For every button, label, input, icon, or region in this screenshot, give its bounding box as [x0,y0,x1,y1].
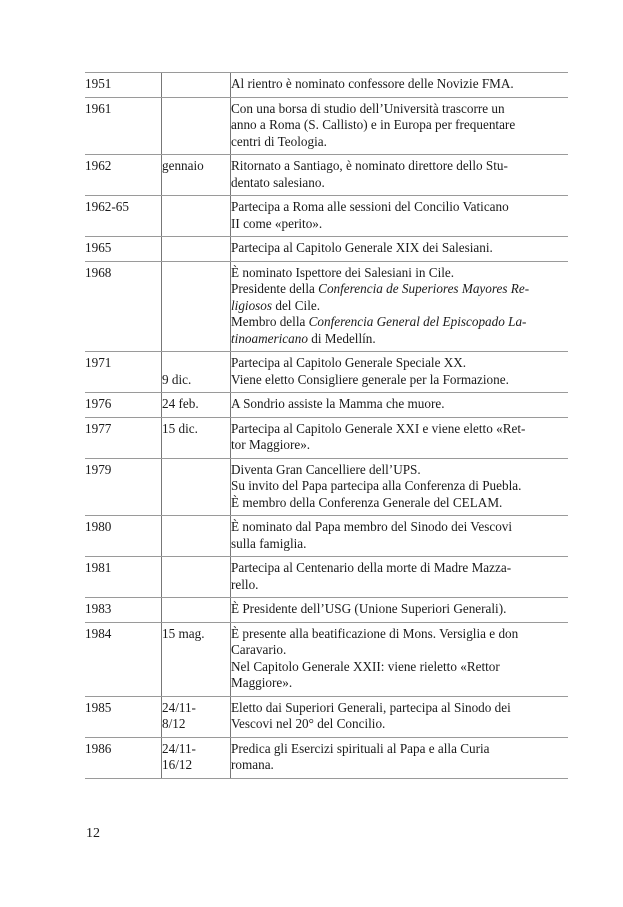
event-cell: Al rientro è nominato confessore delle Novizie FMA. [231,73,569,98]
date-cell [162,73,231,98]
date-cell [162,97,231,155]
date-cell [162,352,231,393]
table-row [85,458,568,516]
year-cell: 1962-65 [85,196,162,237]
event-text: È nominato Ispettore dei Salesiani in Cile. [231,264,455,280]
event-cell: Partecipa al Capitolo Generale XIX dei Salesiani. [231,237,569,262]
year-cell: 1980 [85,516,162,557]
date-cell [162,237,231,262]
date-cell: 24/11- 16/12 [162,737,231,778]
table-row [85,622,568,696]
table-row [85,696,568,737]
event-text: Presidente della [231,281,319,296]
year-cell: 1976 [85,393,162,418]
year-cell: 1986 [85,737,162,778]
table-row [85,237,568,262]
page-number: 12 [86,826,100,841]
date-cell [162,516,231,557]
event-cell [231,261,569,352]
event-cell: Partecipa al Capitolo Generale Speciale XX. Viene eletto Consigliere generale per la Formazione. [231,352,569,393]
date-cell [162,196,231,237]
date-cell [162,458,231,516]
year-cell: 1961 [85,97,162,155]
year-cell: 1977 [85,417,162,458]
conference-name: Conferencia General del Episcopado La- tinoamericano [231,314,527,346]
table-row [85,417,568,458]
event-cell: Eletto dai Superiori Generali, partecipa al Sinodo dei Vescovi nel 20° del Concilio. [231,696,569,737]
date-cell [162,598,231,623]
year-cell: 1951 [85,73,162,98]
table-row [85,196,568,237]
event-cell: Partecipa a Roma alle sessioni del Concilio Vaticano II come «perito». [231,196,569,237]
year-cell: 1962 [85,155,162,196]
date-cell: 24/11- 8/12 [162,696,231,737]
event-cell: Partecipa al Capitolo Generale XXI e viene eletto «Ret- tor Maggiore». [231,417,569,458]
year-cell: 1983 [85,598,162,623]
event-cell: Ritornato a Santiago, è nominato direttore dello Stu- dentato salesiano. [231,155,569,196]
event-cell: È Presidente dell’USG (Unione Superiori Generali). [231,598,569,623]
year-cell: 1979 [85,458,162,516]
event-text: del Cile. [272,297,321,313]
event-cell: Con una borsa di studio dell’Università trascorre un anno a Roma (S. Callisto) e in Europa per frequentare centri di Teologia. [231,97,569,155]
timeline-table [85,72,568,779]
table-row [85,516,568,557]
table-row [85,598,568,623]
year-cell: 1985 [85,696,162,737]
date-cell: gennaio [162,155,231,196]
table-row [85,155,568,196]
event-text: Membro della [231,314,309,329]
year-cell: 1971 [85,352,162,393]
year-cell: 1984 [85,622,162,696]
event-cell: È nominato dal Papa membro del Sinodo dei Vescovi sulla famiglia. [231,516,569,557]
table-row [85,261,568,352]
date-cell: 15 dic. [162,417,231,458]
table-row [85,557,568,598]
year-cell: 1968 [85,261,162,352]
event-text: di Medellín. [307,330,376,346]
table-row [85,352,568,393]
table-row [85,97,568,155]
event-cell: Predica gli Esercizi spirituali al Papa e alla Curia romana. [231,737,569,778]
date-cell: 15 mag. [162,622,231,696]
date-cell [162,261,231,352]
table-row [85,73,568,98]
table-row [85,393,568,418]
event-cell: Partecipa al Centenario della morte di Madre Mazza- rello. [231,557,569,598]
table-row [85,737,568,778]
event-cell: È presente alla beatificazione di Mons. Versiglia e don Caravario. Nel Capitolo Generale XXII: viene rieletto «Rettor Maggiore». [231,622,569,696]
event-cell: A Sondrio assiste la Mamma che muore. [231,393,569,418]
conference-name: Conferencia de Superiores Mayores Re- ligiosos [231,281,530,313]
date-cell [162,557,231,598]
date-text: 9 dic. [162,371,192,387]
event-cell: Diventa Gran Cancelliere dell’UPS. Su invito del Papa partecipa alla Conferenza di Puebla. È membro della Conferenza Generale del CELAM. [231,458,569,516]
year-cell: 1965 [85,237,162,262]
year-cell: 1981 [85,557,162,598]
date-cell: 24 feb. [162,393,231,418]
